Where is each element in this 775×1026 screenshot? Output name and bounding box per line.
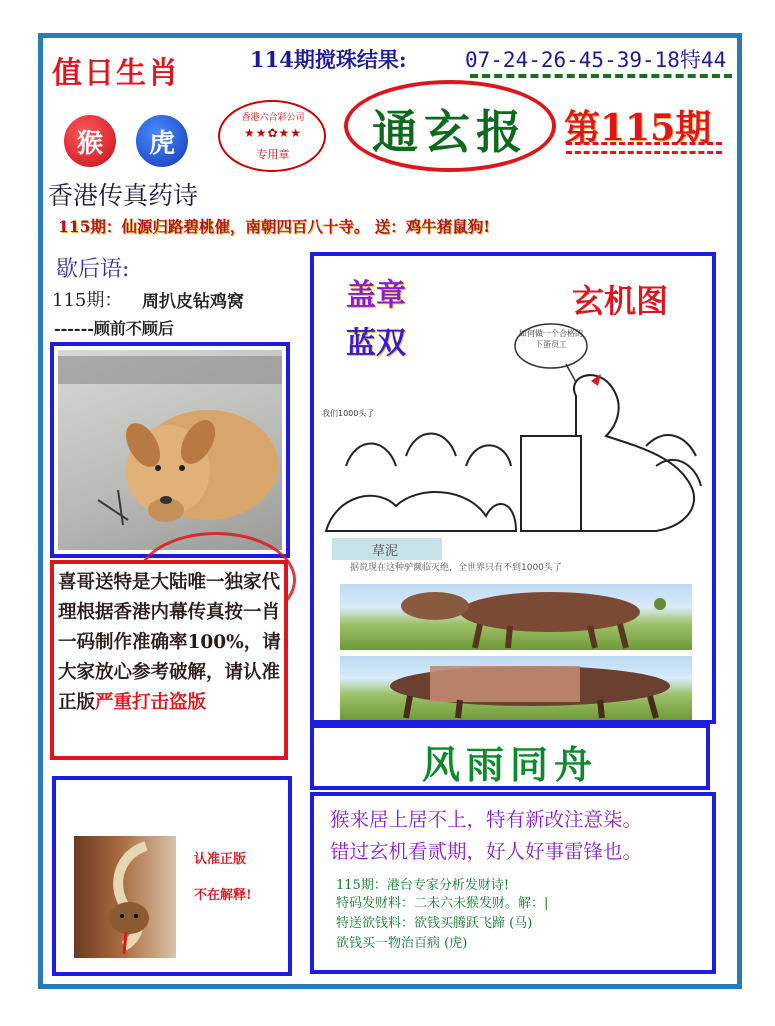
seal-sub: 专用章 [256,148,290,161]
snake-line2: 不在解释! [194,888,252,903]
hint-line4: 特码发财料：二未六未猴发财。解：| [336,896,549,911]
saying-title: 歇后语: [56,257,130,282]
saying-prefix: 115期： [52,290,123,311]
hints-box [310,792,716,974]
bubble-text [519,328,583,350]
llama-icon-2 [340,656,692,720]
draw-numbers: 07-24-26-45-39-18特44 [465,48,727,72]
zodiac-of-day-title: 值日生肖 [52,56,180,91]
dog-photo [58,350,282,550]
llama-photo-top [340,584,692,650]
caption-text [350,562,690,574]
hint-line6: 欲钱买一物治百病 (虎) [336,936,468,951]
saying-line1: 周扒皮钻鸡窝 [142,292,244,312]
promo-box [50,560,288,760]
bubble-text-span: 如何做一个合格的下蛋员工 [519,329,583,349]
hint-line2: 错过玄机看贰期，好人好事雷锋也。 [330,840,643,863]
dog-photo-box [50,342,290,558]
poem-line: 115期：仙源归路碧桃催，南朝四百八十寺。 送：鸡牛猪鼠狗! [58,217,491,236]
seal-stars: ★★✿★★ [243,126,303,140]
caption-title: 草泥 [372,544,399,559]
hint-line3: 115期：港台专家分析发财诗! [336,878,510,893]
brand-title: 通玄报 [372,105,528,159]
issue-number: 第115期 [564,107,712,149]
snake-photo [74,836,176,958]
stamp-label: 盖章 [346,278,406,313]
draw-result-label: 114期搅珠结果: [250,47,407,72]
draw-numbers-underline [470,74,732,78]
promo-text-main: 喜哥送特是大陆唯一独家代理根据香港内幕传真按一肖一码制作准确率100%，请大家放心参考破解，请认准正版 [58,572,281,713]
dog-icon [58,350,282,550]
mystery-box [310,252,716,724]
poem-title: 香港传真药诗 [48,181,199,210]
saying-line2: ------顾前不顾后 [54,319,174,338]
hint-line1: 猴来居上居不上，特有新改注意柒。 [330,808,643,831]
llama-photo-bottom [340,656,692,720]
issue-underline [566,142,722,154]
crowd-note: 我们1000头了 [322,409,375,418]
hint-line5: 特送欲钱料：欲钱买腾跃飞蹄 (马) [336,916,533,931]
snake-box [52,776,292,976]
mystery-title: 玄机图 [572,282,669,320]
idiom-text: 风雨同舟 [421,742,598,787]
seal-text: 香港六合彩公司 [241,113,305,123]
caption-text-span: 据说现在这种驴濒临灭绝，全世界只有不到1000头了 [350,563,562,573]
snake-line1: 认准正版 [194,852,247,867]
rooster-cartoon [316,316,712,536]
promo-text-red: 严重打击盗版 [95,692,207,713]
zodiac-tiger-badge: 虎 [136,115,188,167]
zodiac-monkey-badge: 猴 [64,115,116,167]
pair-label: 蓝双 [346,326,406,361]
snake-icon [74,836,176,958]
company-seal [218,100,326,172]
promo-text [58,568,284,718]
idiom-box [310,724,710,790]
llama-icon [340,584,692,650]
